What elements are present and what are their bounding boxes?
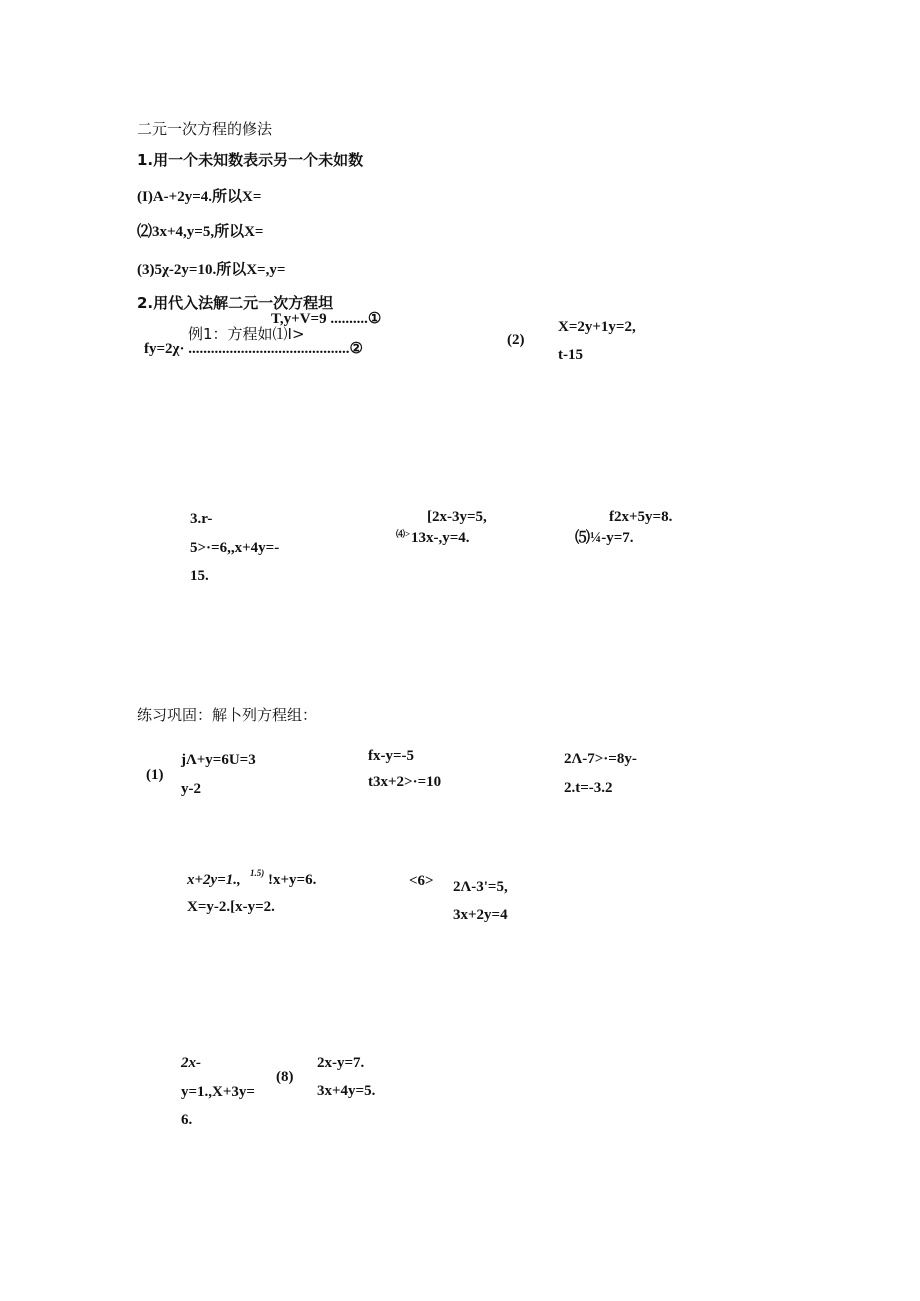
example2-equation1: X=2y+1y=2, [558, 319, 636, 335]
problem4-line1: [2x-3y=5, [427, 509, 487, 525]
example1-label: 例1：方程如⑴I> [188, 325, 305, 343]
practice-q2-line2: t3x+2>·=10 [368, 774, 442, 790]
example1-equation2: fy=2χ· ...........................................② [144, 341, 363, 357]
practice-q7-line2: y=1.,X+3y= [181, 1084, 255, 1100]
practice-q6-line1: 2Λ-3'=5, [453, 879, 508, 895]
practice-q5-line2: X=y-2.[x-y=2. [187, 899, 275, 915]
problem5-line1: f2x+5y=8. [609, 509, 673, 525]
section1-heading: 1.用一个未知数表示另一个未如数 [137, 151, 364, 169]
practice-q5-line1b: !x+y=6. [268, 872, 317, 888]
section1-item2: ⑵3x+4,y=5,所以X= [137, 224, 264, 240]
practice-q5-number: 1.5) [250, 868, 265, 878]
practice-heading: 练习巩固：解卜列方程组： [137, 706, 318, 724]
practice-q7-line1: 2x- [181, 1055, 201, 1071]
practice-q6-number: <6> [409, 873, 434, 889]
problem5-line2: ⑸¼-y=7. [575, 530, 634, 546]
practice-q1-number: (1) [146, 767, 164, 783]
problem4-line2: 13x-,y=4. [411, 530, 470, 546]
practice-q8-line1: 2x-y=7. [317, 1055, 365, 1071]
practice-q7-line3: 6. [181, 1112, 193, 1128]
example2-number: (2) [507, 332, 525, 348]
section2-heading: 2.用代入法解二元一次方程坦 [137, 294, 334, 312]
example1-equation1: T,y+V=9 ..........① [271, 311, 382, 327]
practice-q2-line1: fx-y=-5 [368, 748, 415, 764]
practice-q3-line2: 2.t=-3.2 [564, 780, 613, 796]
problem4-number: ⑷> [396, 529, 411, 539]
practice-q1-line1: jΛ+y=6U=3 [181, 752, 256, 768]
section1-item1: (I)A-+2y=4.所以X= [137, 189, 262, 205]
problem3-line3: 15. [190, 568, 209, 584]
practice-q3-line1: 2Λ-7>·=8y- [564, 751, 637, 767]
problem3-line2: 5>·=6,,x+4y=- [190, 540, 280, 556]
practice-q6-line2: 3x+2y=4 [453, 907, 508, 923]
practice-q1-line2: y-2 [181, 781, 201, 797]
section1-item3: (3)5χ-2y=10.所以X=,y= [137, 262, 286, 278]
practice-q5-line1a: x+2y=1., [187, 872, 241, 888]
problem3-line1: 3.r- [190, 511, 213, 527]
example2-equation2: t-15 [558, 347, 583, 363]
practice-q8-number: (8) [276, 1069, 294, 1085]
page-title: 二元一次方程的修法 [137, 120, 273, 138]
practice-q8-line2: 3x+4y=5. [317, 1083, 376, 1099]
